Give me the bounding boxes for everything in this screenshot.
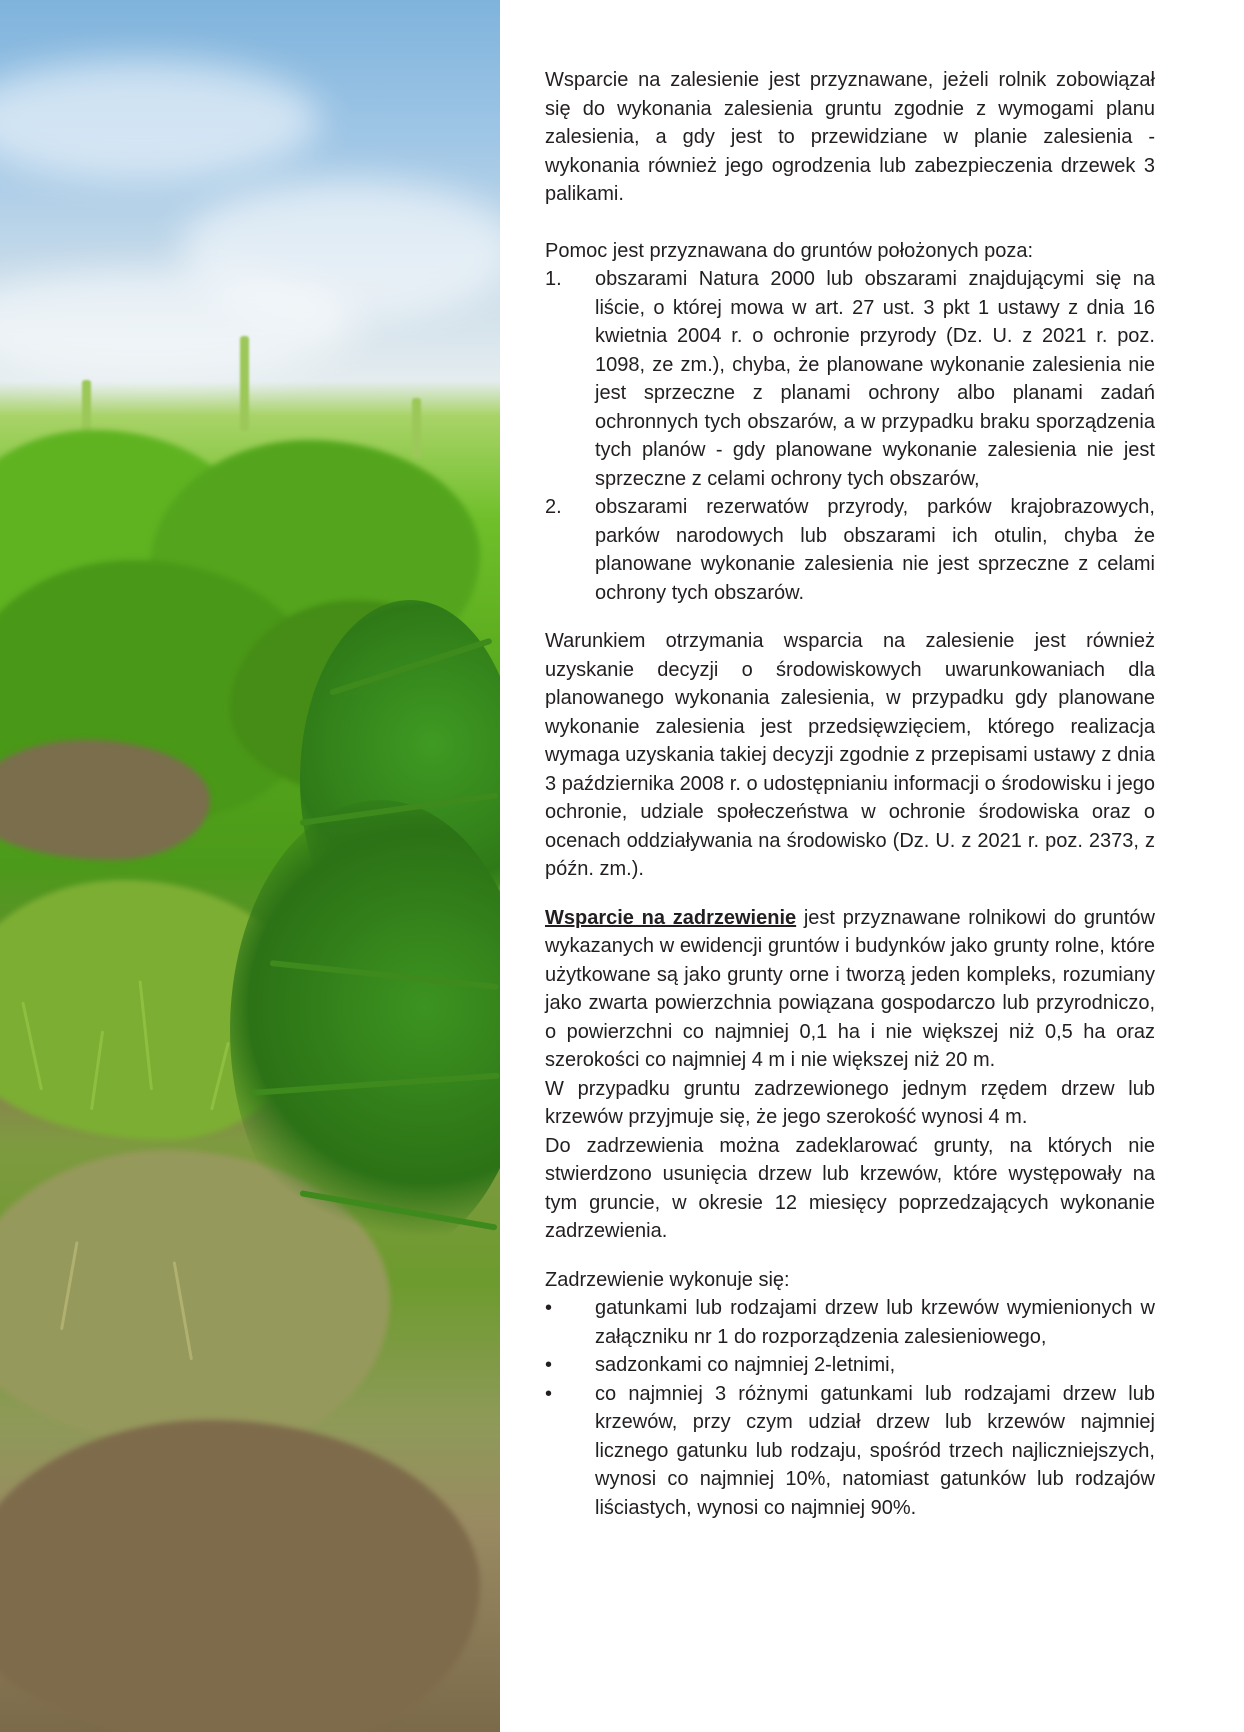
list-item-text: sadzonkami co najmniej 2-letnimi, [595,1354,896,1376]
list-item [545,1294,1155,1351]
list-item-text: obszarami rezerwatów przyrody, parków krajobrazowych, parków narodowych lub obszarami ich otulin, chyba że planowane wykonanie zalesienia nie jest sprzeczne z celami ochrony tych obszarów. [595,496,1155,604]
list-item-text: co najmniej 3 różnymi gatunkami lub rodzajami drzew lub krzewów, przy czym udział drzew lub krzewów najmniej licznego gatunku lub rodzaju, spośród trzech najliczniejszych, wynosi co najmniej 10%, natomiast gatunków lub rodzajów liściastych, wynosi co najmniej 90%. [595,1382,1155,1519]
numbered-list-excluded-areas [545,265,1155,607]
bullet-marker: • [545,1382,553,1405]
list-item-text: gatunkami lub rodzajami drzew lub krzewów wymienionych w załączniku nr 1 do rozporządzenia zalesieniowego, [595,1297,1155,1348]
paragraph-land-location-intro: Pomoc jest przyznawana do gruntów położonych poza: [545,239,1034,262]
paragraph-tree-planting-support [545,904,1155,1075]
list-item [545,265,1155,493]
paragraph-text: jest przyznawane rolnikowi do gruntów wykazanych w ewidencji gruntów i budynków jako grunty rolne, które użytkowane są jako grunty orne i tworzą jeden kompleks, rozumiany jako zwarta powierzchnia powiązana gospodarczo lub przyrodniczo, o powierzchni co najmniej 0,1 ha i nie większej niż 0,5 ha oraz szerokości co najmniej 4 m i nie większej niż 20 m. [545,906,1155,1071]
paragraph-planting-requirements-intro: Zadrzewienie wykonuje się: [545,1268,790,1291]
list-item-text: obszarami Natura 2000 lub obszarami znajdującymi się na liście, o której mowa w art. 27 ust. 3 pkt 1 ustawy z dnia 16 kwietnia 2004 r. o ochronie przyrody (Dz. U. z 2021 r. poz. 1098, ze zm.), chyba, że planowane wykonanie zalesienia nie jest sprzeczne z planami ochrony albo planami zadań ochronnych tych obszarów, a w przypadku braku sporządzenia tych planów - gdy planowane wykonanie zalesienia nie jest sprzeczne z celami ochrony tych obszarów, [595,268,1155,490]
text-column [545,66,1155,1522]
cloud-shape [0,60,320,180]
tree-stake [240,336,249,431]
list-item [545,1351,1155,1380]
fir-saplings-photo [0,0,500,1732]
bullet-marker: • [545,1354,553,1376]
paragraph-afforestation-conditions: Wsparcie na zalesienie jest przyznawane, jeżeli rolnik zobowiązał się do wykonania zalesienia gruntu zgodnie z wymogami planu zalesienia, a gdy jest to przewidziane w planie zalesienia - wykonania również jego ogrodzenia lub zabezpieczenia drzewek 3 palikami. [545,69,1155,205]
list-number: 1. [545,268,562,290]
bullet-marker: • [545,1297,553,1319]
paragraph-eligible-land: Do zadrzewienia można zadeklarować grunty, na których nie stwierdzono usunięcia drzew lub krzewów, które występowały na tym gruncie, w okresie 12 miesięcy poprzedzających wykonanie zadrzewienia. [545,1134,1155,1242]
list-item [545,493,1155,607]
bullet-list-planting-requirements [545,1294,1155,1522]
list-item [545,1380,1155,1523]
soil-patch [0,1420,480,1732]
paragraph-environmental-decision: Warunkiem otrzymania wsparcia na zalesienie jest również uzyskanie decyzji o środowiskowych uwarunkowaniach dla planowanego wykonania zalesienia, w przypadku gdy planowane wykonanie zalesienia jest przedsięwzięciem, którego realizacja wymaga uzyskania takiej decyzji zgodnie z przepisami ustawy z dnia 3 października 2008 r. o udostępnianiu informacji o środowisku i jego ochronie, udziale społeczeństwa w ochronie środowiska oraz o ocenach oddziaływania na środowisko (Dz. U. z 2021 r. poz. 2373, z późn. zm.). [545,630,1155,880]
paragraph-single-row-width: W przypadku gruntu zadrzewionego jednym rzędem drzew lub krzewów przyjmuje się, że jego szerokość wynosi 4 m. [545,1077,1155,1128]
tree-stake [412,398,421,458]
inline-heading-tree-planting: Wsparcie na zadrzewienie [545,906,797,929]
list-number: 2. [545,496,562,518]
